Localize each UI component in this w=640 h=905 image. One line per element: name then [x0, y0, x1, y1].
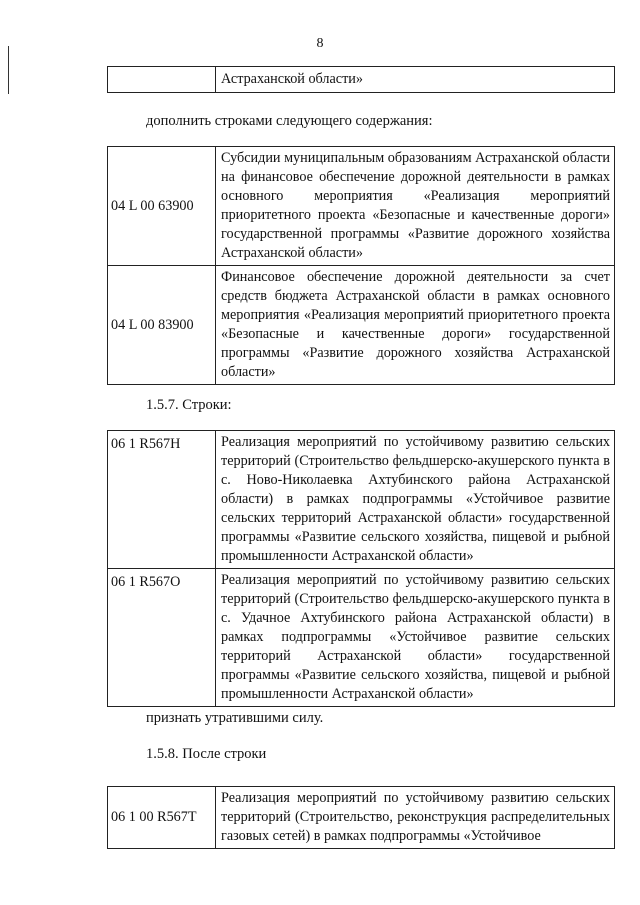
- description-cell: Реализация мероприятий по устойчивому развитию сельских территорий (Строительство фельдшерско-акушерского пункта в с. Удачное Ахтубинского района Астраханской области) в рамках подпрограммы «Устойчивое развитие сельских территорий Астраханской области» государственной программы «Развитие сельского хозяйства, пищевой и рыбной промышленности Астраханской области»: [216, 569, 615, 707]
- budget-code-cell: 04 L 00 63900: [108, 147, 216, 266]
- description-cell: Финансовое обеспечение дорожной деятельности за счет средств бюджета Астраханской области в рамках основного мероприятия «Реализация мероприятий приоритетного проекта «Безопасные и качественные дороги» государственной программы «Развитие дорожного хозяйства Астраханской области»: [216, 266, 615, 385]
- paragraph-repealed: признать утратившими силу.: [146, 710, 324, 726]
- paragraph-section-1-5-7: 1.5.7. Строки:: [146, 397, 232, 413]
- budget-code-cell: 06 1 00 R567Т: [108, 787, 216, 849]
- description-cell: Субсидии муниципальным образованиям Астраханской области на финансовое обеспечение дорожной деятельности в рамках основного мероприятия «Реализация мероприятий приоритетного проекта «Безопасные и качественные дороги» государственной программы «Развитие дорожного хозяйства Астраханской области»: [216, 147, 615, 266]
- budget-code-cell: 06 1 R567О: [108, 569, 216, 707]
- table-row: [108, 569, 615, 707]
- table-row: [108, 431, 615, 569]
- description-cell: Реализация мероприятий по устойчивому развитию сельских территорий (Строительство фельдшерско-акушерского пункта в с. Ново-Николаевка Ахтубинского района Астраханской области) в рамках подпрограммы «Устойчивое развитие сельских территорий Астраханской области» государственной программы «Развитие сельского хозяйства, пищевой и рыбной промышленности Астраханской области»: [216, 431, 615, 569]
- paragraph-add-rows: дополнить строками следующего содержания:: [146, 113, 433, 129]
- page-number: 8: [316, 36, 324, 51]
- table-row: [108, 266, 615, 385]
- table-first: [107, 66, 615, 93]
- table-row: [108, 787, 615, 849]
- table-row: [108, 67, 615, 93]
- description-cell: Реализация мероприятий по устойчивому развитию сельских территорий (Строительство, реконструкция распределительных газовых сетей) в рамках подпрограммы «Устойчивое: [216, 787, 615, 849]
- paragraph-section-1-5-8: 1.5.8. После строки: [146, 746, 267, 762]
- budget-code-cell: 04 L 00 83900: [108, 266, 216, 385]
- scan-edge-mark: [8, 46, 9, 94]
- budget-code-cell: 06 1 R567Н: [108, 431, 216, 569]
- table-third: [107, 430, 615, 707]
- budget-code-cell: [108, 67, 216, 93]
- description-cell: Астраханской области»: [216, 67, 615, 93]
- table-row: [108, 147, 615, 266]
- table-fourth: [107, 786, 615, 849]
- table-second: [107, 146, 615, 385]
